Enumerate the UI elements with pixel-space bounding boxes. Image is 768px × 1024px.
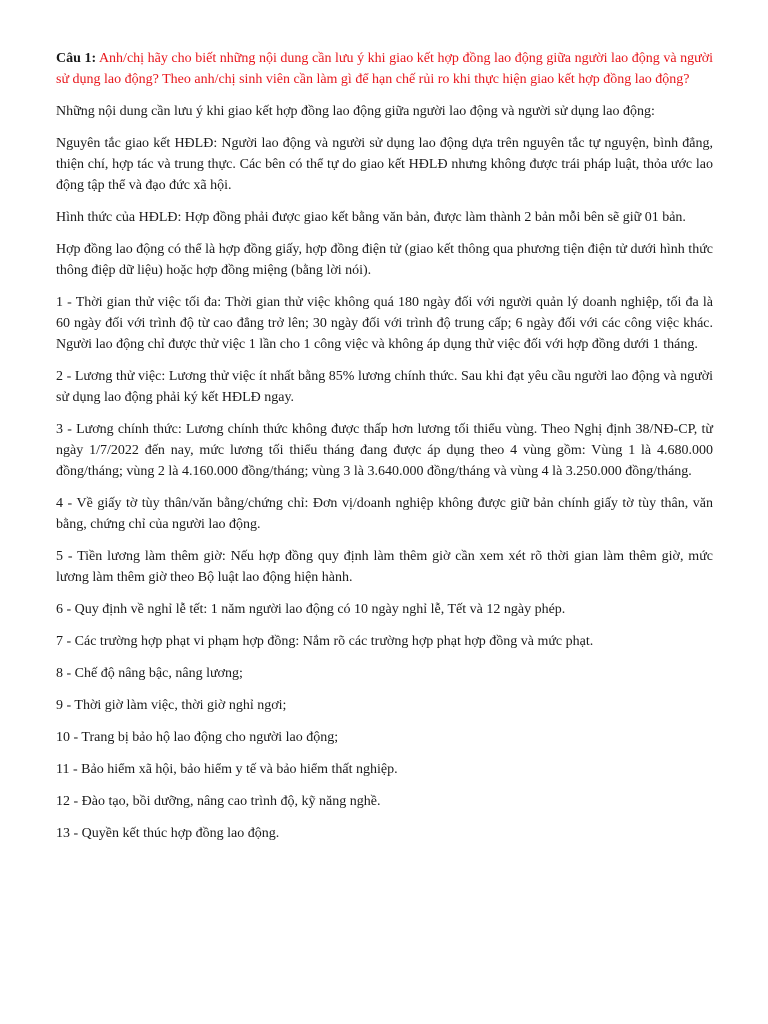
- question-paragraph: [56, 48, 713, 90]
- list-item-probation-salary: 2 - Lương thử việc: Lương thử việc ít nhất bằng 85% lương chính thức. Sau khi đạt yêu cầu người lao động và người sử dụng lao động phải ký kết HĐLĐ ngay.: [56, 369, 713, 405]
- list-item-termination: 13 - Quyền kết thúc hợp đồng lao động.: [56, 826, 280, 841]
- question-text: Anh/chị hãy cho biết những nội dung cần lưu ý khi giao kết hợp đồng lao động giữa người lao động và người sử dụng lao động? Theo anh/chị sinh viên cần làm gì để hạn chế rủi ro khi thực hiện giao kết hợp đồng lao động?: [56, 51, 713, 87]
- list-item-penalties: 7 - Các trường hợp phạt vi phạm hợp đồng: Nắm rõ các trường hợp phạt hợp đồng và mức phạt.: [56, 634, 594, 649]
- list-item-documents: 4 - Về giấy tờ tùy thân/văn bằng/chứng chỉ: Đơn vị/doanh nghiệp không được giữ bản chính giấy tờ tùy thân, văn bằng, chứng chỉ của người lao động.: [56, 496, 713, 532]
- list-item-promotion: 8 - Chế độ nâng bậc, nâng lương;: [56, 666, 243, 681]
- list-item-training: 12 - Đào tạo, bồi dưỡng, nâng cao trình độ, kỹ năng nghề.: [56, 794, 381, 809]
- principle-paragraph: Nguyên tắc giao kết HĐLĐ: Người lao động và người sử dụng lao động dựa trên nguyên tắc tự nguyện, bình đẳng, thiện chí, hợp tác và trung thực. Các bên có thể tự do giao kết HĐLĐ nhưng không được trái pháp luật, thỏa ước lao động tập thể và đạo đức xã hội.: [56, 136, 713, 193]
- list-item-insurance: 11 - Bảo hiểm xã hội, bảo hiểm y tế và bảo hiểm thất nghiệp.: [56, 762, 398, 777]
- question-label: Câu 1:: [56, 51, 97, 66]
- list-item-overtime: 5 - Tiền lương làm thêm giờ: Nếu hợp đồng quy định làm thêm giờ cần xem xét rõ thời gian làm thêm giờ, mức lương làm thêm giờ theo Bộ luật lao động hiện hành.: [56, 549, 713, 585]
- list-item-official-salary: 3 - Lương chính thức: Lương chính thức không được thấp hơn lương tối thiểu vùng. Theo Nghị định 38/NĐ-CP, từ ngày 1/7/2022 đến nay, mức lương tối thiểu tháng đang được áp dụng theo 4 vùng gồm: Vùng 1 là 4.680.000 đồng/tháng; vùng 2 là 4.160.000 đồng/tháng; vùng 3 là 3.640.000 đồng/tháng và vùng 4 là 3.250.000 đồng/tháng.: [56, 422, 713, 479]
- list-item-holidays: 6 - Quy định về nghỉ lễ tết: 1 năm người lao động có 10 ngày nghỉ lễ, Tết và 12 ngày phép.: [56, 602, 566, 617]
- document-page: [56, 48, 713, 855]
- list-item-protective-equipment: 10 - Trang bị bảo hộ lao động cho người lao động;: [56, 730, 339, 745]
- intro-paragraph: Những nội dung cần lưu ý khi giao kết hợp đồng lao động giữa người lao động và người sử dụng lao động:: [56, 104, 655, 119]
- contract-types-paragraph: Hợp đồng lao động có thể là hợp đồng giấy, hợp đồng điện tử (giao kết thông qua phương tiện điện tử dưới hình thức thông điệp dữ liệu) hoặc hợp đồng miệng (bằng lời nói).: [56, 242, 713, 278]
- list-item-working-hours: 9 - Thời giờ làm việc, thời giờ nghỉ ngơi;: [56, 698, 287, 713]
- list-item-probation-time: 1 - Thời gian thử việc tối đa: Thời gian thử việc không quá 180 ngày đối với người quản lý doanh nghiệp, tối đa là 60 ngày đối với trình độ từ cao đẳng trở lên; 30 ngày đối với trình độ trung cấp; 6 ngày đối với các công việc khác. Người lao động chỉ được thử việc 1 lần cho 1 công việc và không áp dụng thử việc đối với hợp đồng dưới 1 tháng.: [56, 295, 713, 352]
- form-paragraph: Hình thức của HĐLĐ: Hợp đồng phải được giao kết bằng văn bản, được làm thành 2 bản mỗi bên sẽ giữ 01 bản.: [56, 210, 686, 225]
